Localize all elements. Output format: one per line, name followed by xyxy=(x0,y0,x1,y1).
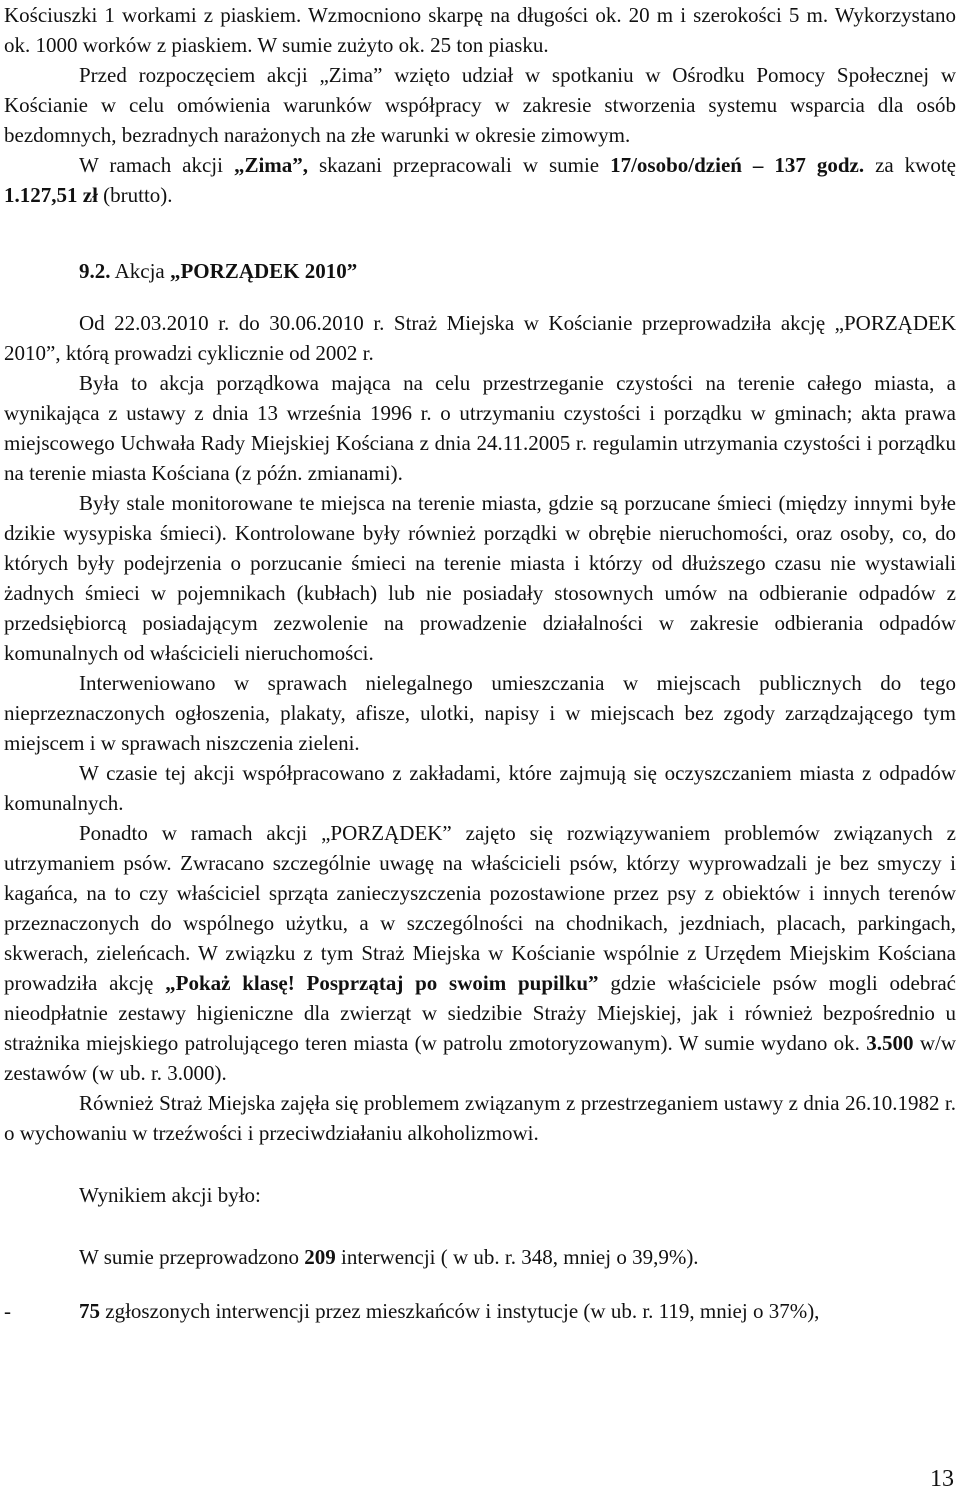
zima-result-text-a: W ramach akcji xyxy=(79,153,234,177)
zima-hours-value: 17/osobo/dzień – 137 godz. xyxy=(610,153,865,177)
total-interventions-count: 209 xyxy=(304,1245,336,1269)
alcohol-paragraph: Również Straż Miejska zajęła się problemem związanym z przestrzeganiem ustawy z dnia 26.10.1982 r. o wychowaniu w trzeźwości i przeciwdziałaniu alkoholizmowi. xyxy=(4,1091,956,1145)
zima-action-name: „Zima”, xyxy=(233,153,309,177)
dogs-text-a: Ponadto w ramach akcji „PORZĄDEK” zajęto się rozwiązywaniem problemów związanych z utrzymaniem psów. Zwracano szczególnie uwagę na właścicieli psów, którzy wyprowadzali je bez smyczy i kagańca, na to czy właściciel sprząta zanieczyszczenia pozostawione przez psy z obiektów i innych terenów przeznaczonych do wspólnego użytku, a w szczególności na chodnikach, jezdniach, placach, parkingach, skwerach, zieleńcach. W związku z tym Straż Miejska w Kościanie wspólnie z Urzędem Miejskim Kościana prowadziła akcję xyxy=(4,821,956,995)
section-number: 9.2. xyxy=(79,259,111,283)
dogs-text-c: w/w zestawów (w ub. r. 3.000). xyxy=(4,1031,956,1085)
dogs-kits-count: 3.500 xyxy=(866,1031,914,1055)
total-text-a: W sumie przeprowadzono xyxy=(79,1245,305,1269)
document-page xyxy=(4,0,956,1326)
total-interventions-line xyxy=(4,1242,956,1272)
continuation-paragraph: Kościuszki 1 workami z piaskiem. Wzmocniono skarpę na długości ok. 20 m i szerokości 5 m. Wykorzystano ok. 1000 worków z piaskiem. W sumie zużyto ok. 25 ton piasku. xyxy=(4,3,956,57)
interventions-paragraph: Interweniowano w sprawach nielegalnego umieszczania w miejscach publicznych do tego nieprzeznaczonych ogłoszenia, plakaty, afisze, ulotki, napisy i w miejscach bez zgody zarządzającego tym miejscem i w sprawach niszczenia zieleni. xyxy=(4,671,956,755)
zima-intro-paragraph: Przed rozpoczęciem akcji „Zima” wzięto udział w spotkaniu w Ośrodku Pomocy Społecznej w Kościanie w celu omówienia warunków współpracy w zakresie stworzenia systemu wsparcia dla osób bezdomnych, bezradnych narażonych na złe warunki w okresie zimowym. xyxy=(4,63,956,147)
result-label: Wynikiem akcji było: xyxy=(79,1183,261,1207)
bullet-item xyxy=(4,1296,956,1326)
section-heading-title: „PORZĄDEK 2010” xyxy=(169,259,358,283)
dogs-campaign-name: „Pokaż klasę! Posprzątaj po swoim pupilku” xyxy=(165,971,599,995)
zima-result-paragraph xyxy=(4,150,956,210)
zima-amount-value: 1.127,51 zł xyxy=(4,183,98,207)
cooperation-paragraph: W czasie tej akcji współpracowano z zakładami, które zajmują się oczyszczaniem miasta z odpadów komunalnych. xyxy=(4,761,956,815)
bullet-dash: - xyxy=(4,1299,11,1323)
section-heading-prefix: Akcja xyxy=(110,259,170,283)
total-text-b: interwencji ( w ub. r. 348, mniej o 39,9%). xyxy=(335,1245,699,1269)
zima-result-text-g: (brutto). xyxy=(97,183,173,207)
period-paragraph: Od 22.03.2010 r. do 30.06.2010 r. Straż Miejska w Kościanie przeprowadziła akcję „PORZĄDEK 2010”, którą prowadzi cyklicznie od 2002 r. xyxy=(4,311,956,365)
monitoring-paragraph: Były stale monitorowane te miejsca na terenie miasta, gdzie są porzucane śmieci (między innymi byłe dzikie wysypiska śmieci). Kontrolowane były również porządki w obrębie nieruchomości, oraz osoby, co, do których były podejrzenia o porzucanie śmieci na terenie miasta i którzy od dłuższego czasu nie wystawiali żadnych śmieci w pojemnikach (kubłach) lub nie posiadały stosownych umów na odbieranie odpadów z przedsiębiorcą posiadającym zezwolenie na prowadzenie działalności w zakresie odbierania odpadów komunalnych od właścicieli nieruchomości. xyxy=(4,491,956,665)
zima-result-text-c: skazani przepracowali w sumie xyxy=(308,153,611,177)
bullet-text: zgłoszonych interwencji przez mieszkańców i instytucje (w ub. r. 119, mniej o 37%), xyxy=(100,1299,820,1323)
section-heading xyxy=(79,256,956,286)
dogs-paragraph xyxy=(4,818,956,1088)
bullet-count: 75 xyxy=(79,1299,100,1323)
spacer xyxy=(4,1210,956,1242)
zima-result-text-e: za kwotę xyxy=(864,153,957,177)
spacer xyxy=(4,1148,956,1180)
spacer xyxy=(4,1272,956,1296)
page-number: 13 xyxy=(930,1466,954,1492)
dogs-text-b: gdzie właściciele psów mogli odebrać nieodpłatnie zestawy higieniczne dla zwierząt w siedzibie Straży Miejskiej, jak i również bezpośrednio u strażnika miejskiego patrolującego teren miasta (w patrolu zmotoryzowanym). W sumie wydano ok. xyxy=(4,971,956,1055)
legal-basis-paragraph: Była to akcja porządkowa mająca na celu przestrzeganie czystości na terenie całego miasta, a wynikająca z ustawy z dnia 13 września 1996 r. o utrzymaniu czystości i porządku w gminach; akta prawa miejscowego Uchwała Rady Miejskiej Kościana z dnia 24.11.2005 r. regulamin utrzymania czystości i porządku na terenie miasta Kościana (z późn. zmianami). xyxy=(4,371,956,485)
